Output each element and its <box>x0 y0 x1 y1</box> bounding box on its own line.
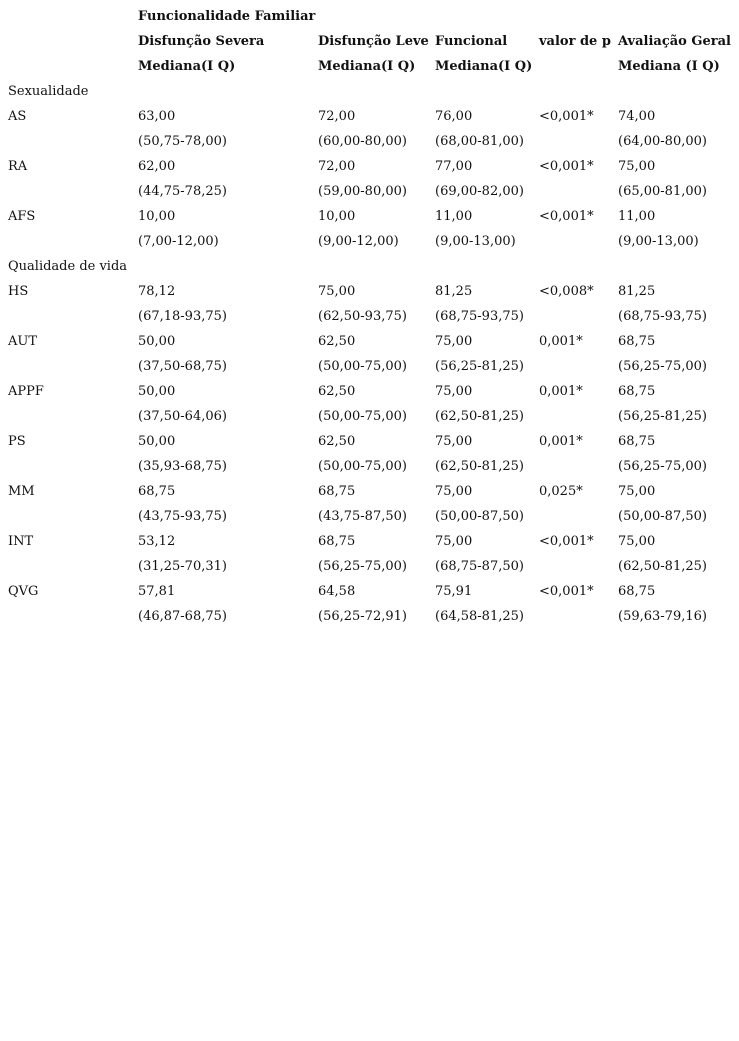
iq-cell: (37,50-68,75) <box>138 359 227 374</box>
median-cell: 76,00 <box>435 109 473 124</box>
row-label-blank <box>3 229 133 254</box>
row-label: AS <box>8 109 27 124</box>
iq-cell <box>534 554 613 579</box>
column-header-funcional: Funcional <box>435 34 508 49</box>
table-body <box>3 4 733 629</box>
table-row <box>3 529 733 554</box>
median-cell: 64,58 <box>318 584 356 599</box>
table-row <box>3 154 733 179</box>
iq-cell: (7,00-12,00) <box>138 234 219 249</box>
median-cell: 68,75 <box>618 384 656 399</box>
iq-cell: (43,75-87,50) <box>318 509 407 524</box>
iq-cell: (56,25-75,00) <box>618 459 707 474</box>
median-cell: 75,00 <box>435 334 473 349</box>
table-row <box>3 429 733 454</box>
median-cell: 50,00 <box>138 434 176 449</box>
row-label-blank <box>3 179 133 204</box>
row-label: APPF <box>8 384 44 399</box>
median-cell: 81,25 <box>618 284 656 299</box>
table-row-iq <box>3 554 733 579</box>
row-label: HS <box>8 284 29 299</box>
median-cell: 77,00 <box>435 159 473 174</box>
median-cell: 0,025* <box>539 484 583 499</box>
median-cell: 68,75 <box>618 434 656 449</box>
column-header-valor-de-p: valor de p <box>539 34 611 49</box>
header-blank-cell <box>3 4 133 29</box>
median-cell: 75,00 <box>618 159 656 174</box>
iq-cell: (60,00-80,00) <box>318 134 407 149</box>
row-label-blank <box>3 604 133 629</box>
iq-cell: (59,63-79,16) <box>618 609 707 624</box>
iq-cell: (46,87-68,75) <box>138 609 227 624</box>
header-columns-row <box>3 29 733 54</box>
section-row <box>3 254 733 279</box>
median-cell: <0,001* <box>539 534 594 549</box>
iq-cell: (43,75-93,75) <box>138 509 227 524</box>
iq-cell: (56,25-72,91) <box>318 609 407 624</box>
header-group-title: Funcionalidade Familiar <box>138 9 316 24</box>
section-title: Qualidade de vida <box>8 259 128 274</box>
iq-cell: (64,00-80,00) <box>618 134 707 149</box>
median-cell: 50,00 <box>138 334 176 349</box>
iq-cell: (56,25-75,00) <box>318 559 407 574</box>
iq-cell <box>534 229 613 254</box>
iq-cell: (50,75-78,00) <box>138 134 227 149</box>
table-row <box>3 204 733 229</box>
row-label: AFS <box>8 209 36 224</box>
median-cell: 74,00 <box>618 109 656 124</box>
row-label: AUT <box>8 334 38 349</box>
iq-cell: (62,50-81,25) <box>618 559 707 574</box>
iq-cell: (9,00-13,00) <box>618 234 699 249</box>
table-row <box>3 579 733 604</box>
row-label-blank <box>3 554 133 579</box>
iq-cell <box>534 604 613 629</box>
iq-cell: (67,18-93,75) <box>138 309 227 324</box>
median-cell: 10,00 <box>138 209 176 224</box>
median-cell: 72,00 <box>318 159 356 174</box>
iq-cell: (9,00-13,00) <box>435 234 516 249</box>
iq-cell: (50,00-87,50) <box>435 509 524 524</box>
iq-cell: (65,00-81,00) <box>618 184 707 199</box>
iq-cell: (68,75-93,75) <box>435 309 524 324</box>
row-label: PS <box>8 434 26 449</box>
median-cell: 75,00 <box>435 484 473 499</box>
median-cell: 50,00 <box>138 384 176 399</box>
iq-cell: (50,00-75,00) <box>318 409 407 424</box>
row-label-blank <box>3 454 133 479</box>
median-cell: 62,50 <box>318 334 356 349</box>
iq-cell: (68,00-81,00) <box>435 134 524 149</box>
row-label: QVG <box>8 584 39 599</box>
table-row <box>3 104 733 129</box>
table-row-iq <box>3 229 733 254</box>
median-cell: 81,25 <box>435 284 473 299</box>
median-cell: 68,75 <box>618 584 656 599</box>
row-label-blank <box>3 354 133 379</box>
median-cell: <0,001* <box>539 159 594 174</box>
table-row-iq <box>3 179 733 204</box>
median-cell: 68,75 <box>318 534 356 549</box>
iq-cell: (68,75-93,75) <box>618 309 707 324</box>
column-header-avaliacao-geral: Avaliação Geral <box>618 34 731 49</box>
results-table <box>3 4 733 629</box>
iq-cell: (62,50-93,75) <box>318 309 407 324</box>
iq-cell <box>534 304 613 329</box>
median-cell: 75,00 <box>435 534 473 549</box>
iq-cell: (31,25-70,31) <box>138 559 227 574</box>
header-group-row <box>3 4 733 29</box>
table-row-iq <box>3 454 733 479</box>
row-label-blank <box>3 504 133 529</box>
row-label: INT <box>8 534 34 549</box>
iq-cell: (50,00-75,00) <box>318 459 407 474</box>
median-cell: 11,00 <box>435 209 473 224</box>
median-cell: <0,001* <box>539 584 594 599</box>
median-cell: <0,001* <box>539 209 594 224</box>
iq-cell <box>534 179 613 204</box>
table-row <box>3 329 733 354</box>
median-cell: 53,12 <box>138 534 176 549</box>
column-header-disfuncao-severa: Disfunção Severa <box>138 34 265 49</box>
iq-cell: (59,00-80,00) <box>318 184 407 199</box>
row-label-blank <box>3 404 133 429</box>
median-cell: 68,75 <box>138 484 176 499</box>
median-cell: 75,00 <box>618 484 656 499</box>
median-cell: 63,00 <box>138 109 176 124</box>
iq-cell <box>534 504 613 529</box>
table-row-iq <box>3 304 733 329</box>
subcolumn-header: Mediana(I Q) <box>138 59 236 74</box>
median-cell: 62,50 <box>318 384 356 399</box>
row-label: MM <box>8 484 35 499</box>
iq-cell: (9,00-12,00) <box>318 234 399 249</box>
median-cell: 75,00 <box>435 434 473 449</box>
median-cell: 78,12 <box>138 284 176 299</box>
iq-cell <box>534 404 613 429</box>
iq-cell: (56,25-75,00) <box>618 359 707 374</box>
median-cell: 0,001* <box>539 384 583 399</box>
iq-cell <box>534 129 613 154</box>
median-cell: 75,00 <box>435 384 473 399</box>
median-cell: 75,91 <box>435 584 473 599</box>
iq-cell: (56,25-81,25) <box>618 409 707 424</box>
subcolumn-header: Mediana(I Q) <box>435 59 533 74</box>
median-cell: 11,00 <box>618 209 656 224</box>
iq-cell: (64,58-81,25) <box>435 609 524 624</box>
column-header-disfuncao-leve: Disfunção Leve <box>318 34 429 49</box>
median-cell: 10,00 <box>318 209 356 224</box>
median-cell: <0,008* <box>539 284 594 299</box>
median-cell: 62,50 <box>318 434 356 449</box>
median-cell: <0,001* <box>539 109 594 124</box>
iq-cell <box>534 354 613 379</box>
median-cell: 75,00 <box>318 284 356 299</box>
median-cell: 68,75 <box>318 484 356 499</box>
iq-cell: (37,50-64,06) <box>138 409 227 424</box>
iq-cell: (68,75-87,50) <box>435 559 524 574</box>
iq-cell <box>534 454 613 479</box>
table-row-iq <box>3 354 733 379</box>
iq-cell: (62,50-81,25) <box>435 459 524 474</box>
iq-cell: (44,75-78,25) <box>138 184 227 199</box>
iq-cell: (56,25-81,25) <box>435 359 524 374</box>
median-cell: 62,00 <box>138 159 176 174</box>
median-cell: 72,00 <box>318 109 356 124</box>
row-label: RA <box>8 159 28 174</box>
table-row-iq <box>3 504 733 529</box>
table-row-iq <box>3 404 733 429</box>
subcolumn-header <box>534 54 613 79</box>
subcolumn-header: Mediana(I Q) <box>318 59 416 74</box>
table-row <box>3 479 733 504</box>
row-label-blank <box>3 304 133 329</box>
table-row-iq <box>3 129 733 154</box>
table-row <box>3 379 733 404</box>
section-title: Sexualidade <box>8 84 89 99</box>
header-subcolumns-row <box>3 54 733 79</box>
section-row <box>3 79 733 104</box>
table-row <box>3 279 733 304</box>
table-row-iq <box>3 604 733 629</box>
iq-cell: (35,93-68,75) <box>138 459 227 474</box>
header-blank-cell <box>3 54 133 79</box>
median-cell: 0,001* <box>539 334 583 349</box>
median-cell: 0,001* <box>539 434 583 449</box>
iq-cell: (62,50-81,25) <box>435 409 524 424</box>
iq-cell: (50,00-75,00) <box>318 359 407 374</box>
subcolumn-header: Mediana (I Q) <box>618 59 720 74</box>
iq-cell: (50,00-87,50) <box>618 509 707 524</box>
median-cell: 57,81 <box>138 584 176 599</box>
iq-cell: (69,00-82,00) <box>435 184 524 199</box>
header-blank-cell <box>3 29 133 54</box>
median-cell: 75,00 <box>618 534 656 549</box>
row-label-blank <box>3 129 133 154</box>
median-cell: 68,75 <box>618 334 656 349</box>
